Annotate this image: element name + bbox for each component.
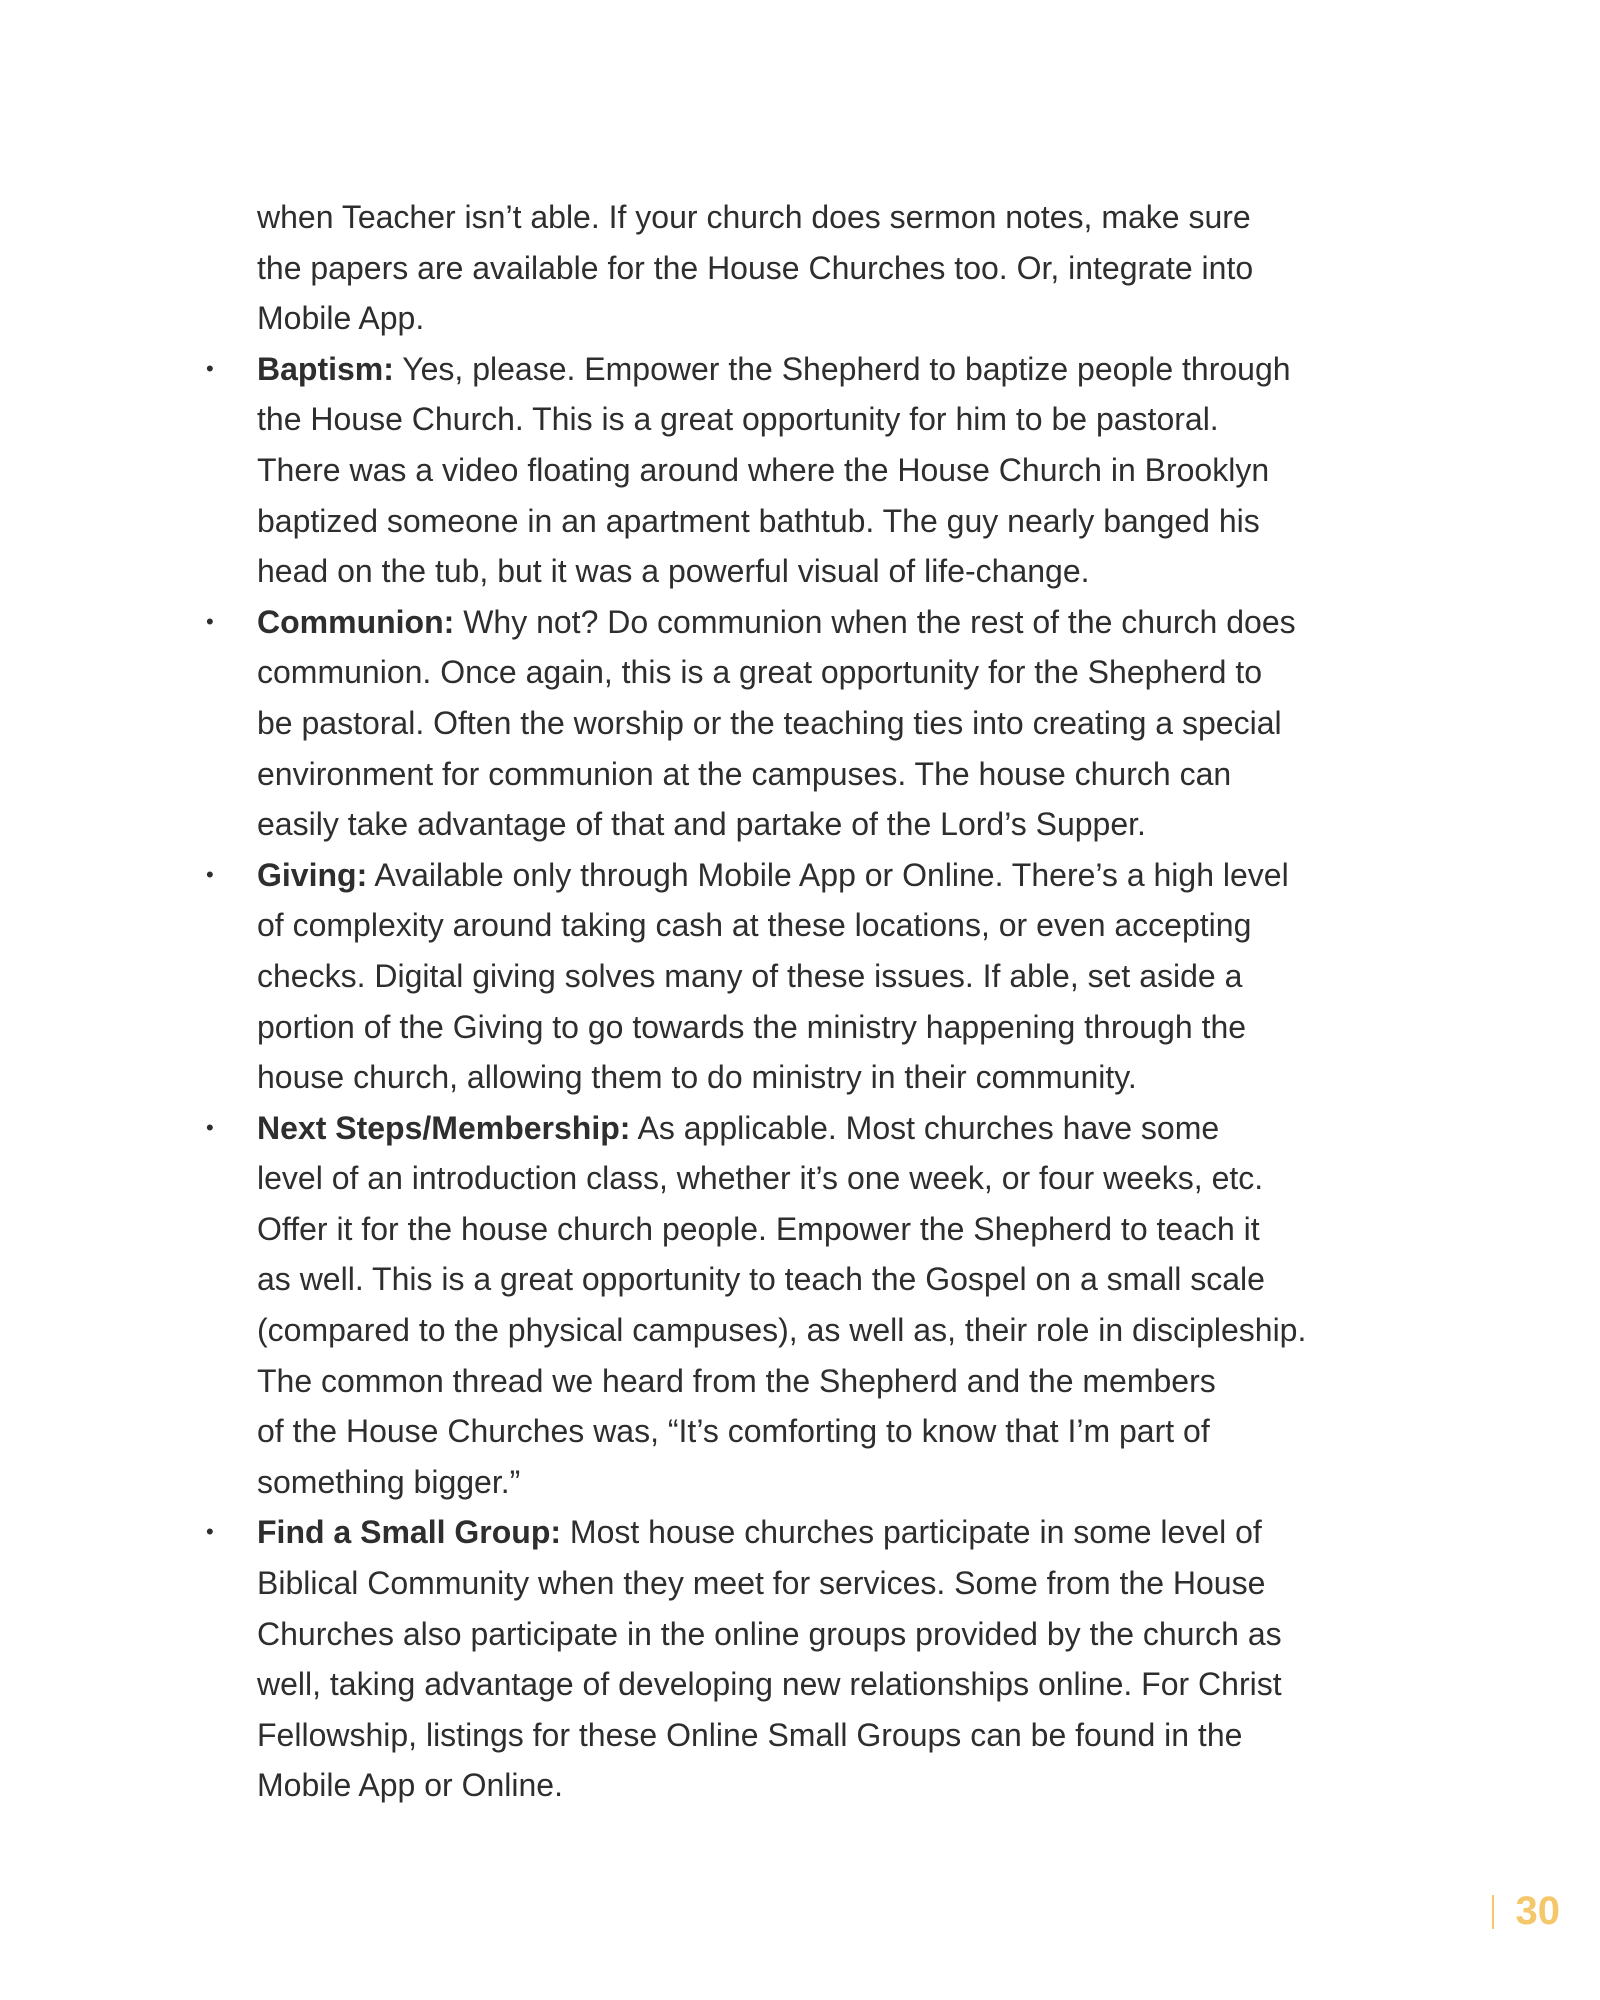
bullet-line <box>257 850 1337 901</box>
bullet-line: well, taking advantage of developing new relationships online. For Christ <box>257 1666 1282 1703</box>
bullet-line: Mobile App or Online. <box>257 1767 563 1804</box>
bullet-line: be pastoral. Often the worship or the teaching ties into creating a special <box>257 704 1282 741</box>
intro-paragraph <box>257 192 1337 344</box>
bullet-line: portion of the Giving to go towards the ministry happening through the <box>257 1008 1247 1045</box>
bullet-line: the House Church. This is a great opportunity for him to be pastoral. <box>257 401 1219 438</box>
bullet-line <box>257 344 1337 395</box>
bullet-item-giving <box>206 850 1337 1103</box>
bullet-term: Baptism: <box>257 350 394 387</box>
bullet-icon: • <box>206 355 214 381</box>
bullet-line: level of an introduction class, whether it’s one week, or four weeks, etc. <box>257 1160 1264 1197</box>
bullet-line: Fellowship, listings for these Online Small Groups can be found in the <box>257 1716 1243 1753</box>
bullet-line: environment for communion at the campuses. The house church can <box>257 755 1232 792</box>
intro-line: Mobile App. <box>257 300 425 337</box>
bullet-icon: • <box>206 1519 214 1545</box>
bullet-line: easily take advantage of that and partake of the Lord’s Supper. <box>257 806 1146 843</box>
bullet-item-small-group <box>206 1507 1337 1811</box>
bullet-term: Next Steps/Membership: <box>257 1109 631 1146</box>
bullet-line: as well. This is a great opportunity to teach the Gospel on a small scale <box>257 1261 1265 1298</box>
bullet-text: Available only through Mobile App or Online. There’s a high level <box>367 856 1289 893</box>
bullet-text: Most house churches participate in some level of <box>561 1514 1262 1551</box>
bullet-term: Communion: <box>257 603 455 640</box>
bullet-icon: • <box>206 608 214 634</box>
page-footer <box>1492 1889 1561 1934</box>
bullet-line: Churches also participate in the online groups provided by the church as <box>257 1615 1282 1652</box>
bullet-line: (compared to the physical campuses), as well as, their role in discipleship. <box>257 1312 1307 1349</box>
intro-line: the papers are available for the House Churches too. Or, integrate into <box>257 249 1254 286</box>
bullet-line <box>257 1507 1337 1558</box>
page-number: 30 <box>1515 1889 1560 1933</box>
bullet-text: Why not? Do communion when the rest of the church does <box>454 603 1296 640</box>
bullet-term: Find a Small Group: <box>257 1514 562 1551</box>
bullet-line: baptized someone in an apartment bathtub. The guy nearly banged his <box>257 502 1260 539</box>
bullet-item-next-steps <box>206 1103 1337 1508</box>
bullet-line: communion. Once again, this is a great opportunity for the Shepherd to <box>257 654 1263 691</box>
bullet-line <box>257 1103 1337 1154</box>
bullet-line: head on the tub, but it was a powerful visual of life-change. <box>257 553 1090 590</box>
bullet-line: Biblical Community when they meet for services. Some from the House <box>257 1565 1266 1602</box>
bullet-icon: • <box>206 861 214 887</box>
bullet-line: something bigger.” <box>257 1463 521 1500</box>
bullet-line: The common thread we heard from the Shepherd and the members <box>257 1362 1216 1399</box>
bullet-text: As applicable. Most churches have some <box>630 1109 1220 1146</box>
bullet-text: Yes, please. Empower the Shepherd to baptize people through <box>393 350 1291 387</box>
bullet-icon: • <box>206 1114 214 1140</box>
page-number-divider <box>1492 1895 1494 1929</box>
bullet-item-baptism <box>206 344 1337 597</box>
bullet-item-communion <box>206 597 1337 850</box>
intro-line: when Teacher isn’t able. If your church does sermon notes, make sure <box>257 199 1251 235</box>
bullet-line: checks. Digital giving solves many of these issues. If able, set aside a <box>257 957 1243 994</box>
bullet-line: Offer it for the house church people. Empower the Shepherd to teach it <box>257 1210 1260 1247</box>
bullet-line <box>257 597 1337 648</box>
page-body <box>206 192 1337 1811</box>
bullet-line: of the House Churches was, “It’s comforting to know that I’m part of <box>257 1413 1210 1450</box>
bullet-line: of complexity around taking cash at these locations, or even accepting <box>257 907 1252 944</box>
bullet-term: Giving: <box>257 856 368 893</box>
bullet-line: There was a video floating around where the House Church in Brooklyn <box>257 451 1270 488</box>
bullet-line: house church, allowing them to do ministry in their community. <box>257 1059 1137 1096</box>
